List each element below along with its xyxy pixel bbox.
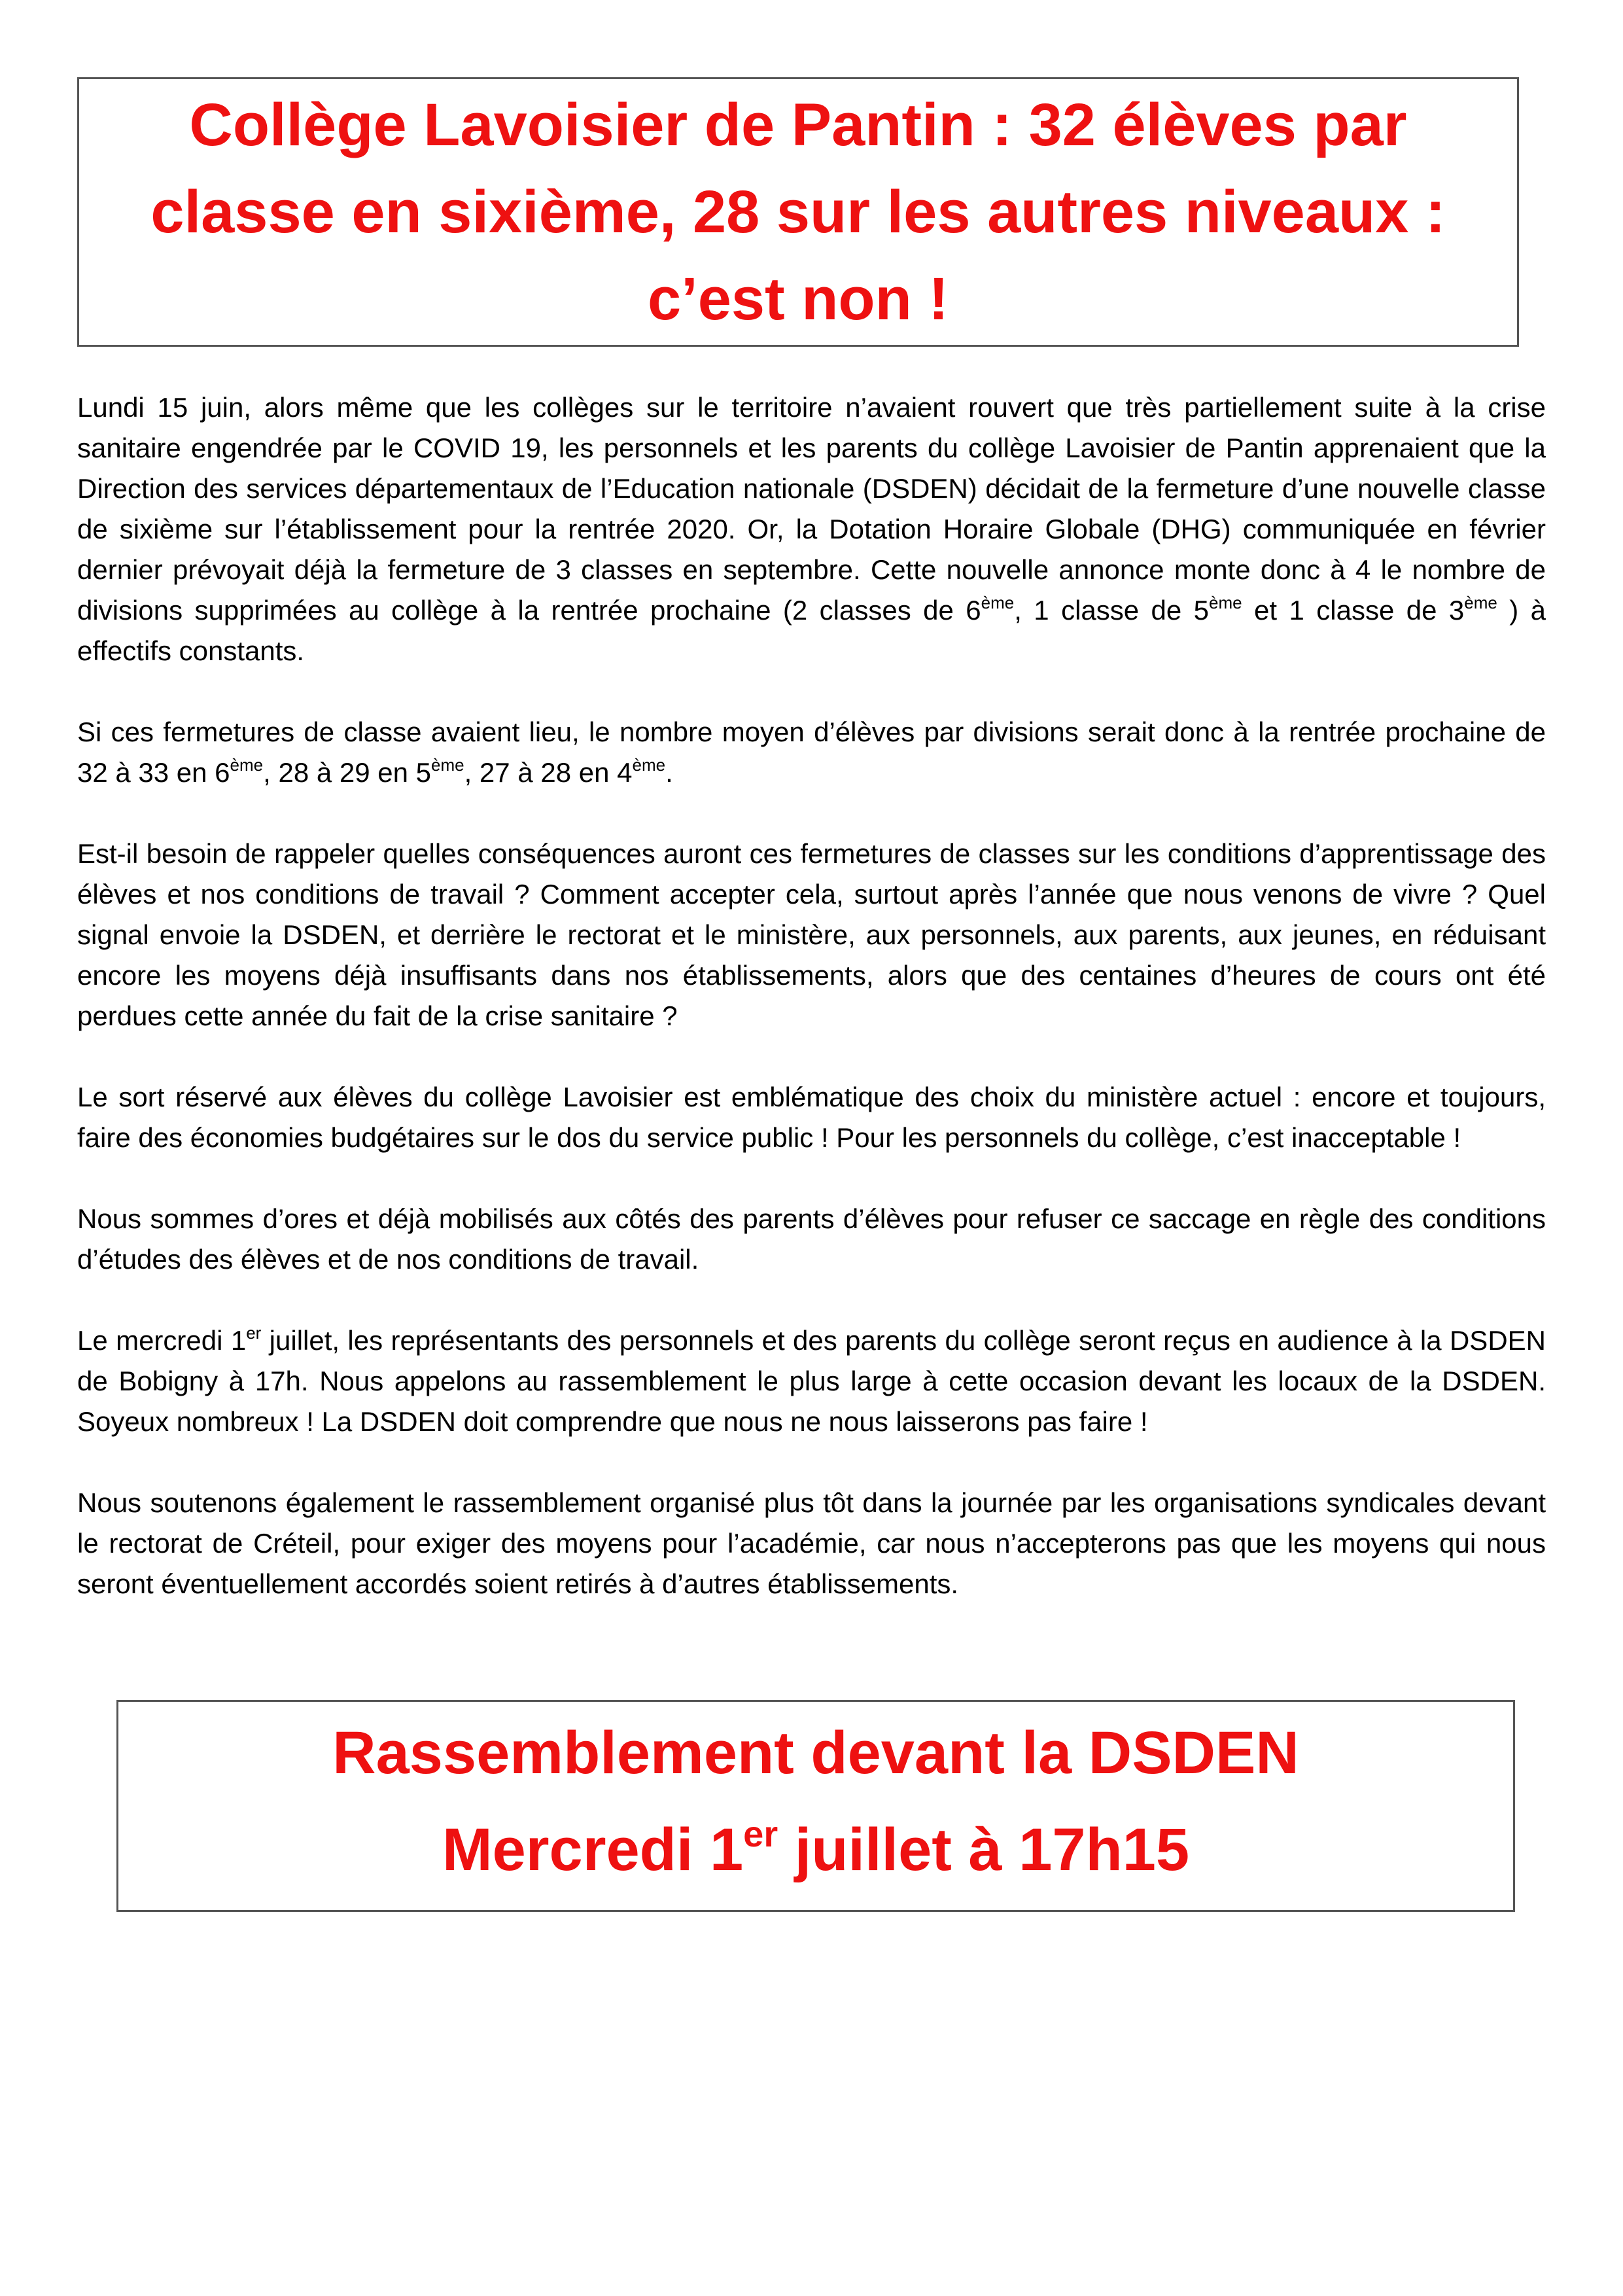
superscript-2: ème [431, 755, 464, 775]
event-date [118, 1813, 1513, 1883]
superscript-3: ème [632, 755, 666, 775]
superscript-3: ème [1464, 593, 1497, 612]
paragraph-3: Est-il besoin de rappeler quelles conséquences auront ces fermetures de classes sur les conditions d’apprentissage des élèves et nos conditions de travail ? Comment accepter cela, surtout après l’année que nous venons de vivre ? Quel signal envoie la DSDEN, et derrière le rectorat et le ministère, aux personnels, aux parents, aux jeunes, en réduisant encore les moyens déjà insuffisants dans nos établissements, alors que des centaines d’heures de cours ont été perdues cette année du fait de la crise sanitaire ? [77, 838, 1546, 1031]
event-date-text-a: Mercredi 1 [442, 1816, 744, 1883]
superscript-2: ème [1209, 593, 1242, 612]
superscript-1: ème [981, 593, 1015, 612]
paragraph-6-text-b: juillet, les représentants des personnels et des parents du collège seront reçus en audience à la DSDEN de Bobigny à 17h. Nous appelons au rassemblement le plus large à cette occasion devant les locaux de la DSDEN. Soyeux nombreux ! La DSDEN doit comprendre que nous ne nous laisserons pas faire ! [77, 1325, 1546, 1437]
page-title: Collège Lavoisier de Pantin : 32 élèves par classe en sixième, 28 sur les autres niveaux : c’est non ! [150, 91, 1446, 332]
paragraph-7: Nous soutenons également le rassemblement organisé plus tôt dans la journée par les organisations syndicales devant le rectorat de Créteil, pour exiger des moyens pour l’académie, car nous n’accepterons pas que les moyens qui nous seront éventuellement accordés soient retirés à d’autres établissements. [77, 1487, 1546, 1599]
paragraph-1 [77, 387, 1546, 671]
superscript-1: er [246, 1323, 262, 1343]
title-box [77, 77, 1519, 347]
paragraph-6 [77, 1320, 1546, 1442]
paragraph-1-text-c: et 1 classe de 3 [1242, 595, 1465, 626]
paragraph-2 [77, 712, 1546, 793]
paragraph-2-text-a: Si ces fermetures de classe avaient lieu, le nombre moyen d’élèves par divisions serait donc à la rentrée prochaine de 32 à 33 en 6 [77, 716, 1546, 788]
event-date-text-b: juillet à 17h15 [778, 1816, 1190, 1883]
paragraph-1-text-a: Lundi 15 juin, alors même que les collèges sur le territoire n’avaient rouvert que très partiellement suite à la crise sanitaire engendrée par le COVID 19, les personnels et les parents du collège Lavoisier de Pantin apprenaient que la Direction des services départementaux de l’Education nationale (DSDEN) décidait de la fermeture d’une nouvelle classe de sixième sur l’établissement pour la rentrée 2020. Or, la Dotation Horaire Globale (DHG) communiquée en février dernier prévoyait déjà la fermeture de 3 classes en septembre. Cette nouvelle annonce monte donc à 4 le nombre de divisions supprimées au collège à la rentrée prochaine (2 classes de 6 [77, 392, 1546, 626]
paragraph-2-text-d: . [665, 757, 673, 788]
article-body [77, 387, 1546, 1645]
superscript-1: ème [230, 755, 264, 775]
paragraph-1-text-d: ) à effectifs constants. [77, 595, 1546, 666]
paragraph-2-text-c: , 27 à 28 en 4 [464, 757, 633, 788]
paragraph-4: Le sort réservé aux élèves du collège Lavoisier est emblématique des choix du ministère actuel : encore et toujours, faire des économies budgétaires sur le dos du service public ! Pour les personnels du collège, c’est inacceptable ! [77, 1082, 1546, 1153]
event-title: Rassemblement devant la DSDEN [332, 1720, 1299, 1786]
paragraph-1-text-b: , 1 classe de 5 [1014, 595, 1210, 626]
paragraph-6-text-a: Le mercredi 1 [77, 1325, 247, 1356]
paragraph-5: Nous sommes d’ores et déjà mobilisés aux côtés des parents d’élèves pour refuser ce saccage en règle des conditions d’études des élèves et de nos conditions de travail. [77, 1203, 1546, 1275]
event-box [116, 1700, 1515, 1912]
event-date-superscript: er [743, 1813, 778, 1855]
paragraph-2-text-b: , 28 à 29 en 5 [263, 757, 432, 788]
